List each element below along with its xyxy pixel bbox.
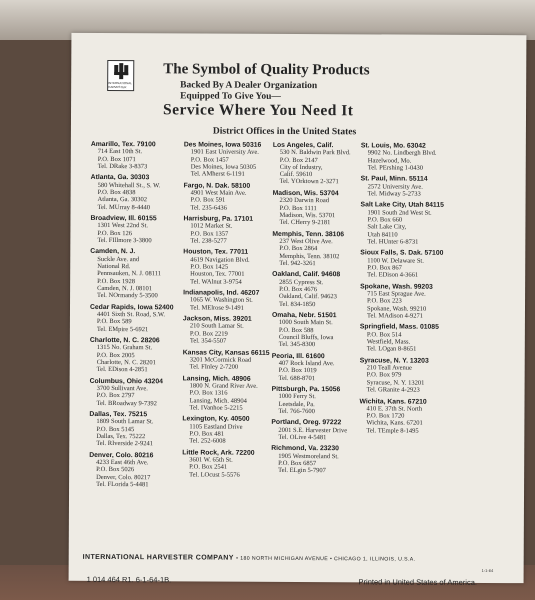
office-address-line: Tel. FInley 2-7200 (189, 363, 239, 371)
office-address-line: P.O. Box 2864 (279, 245, 318, 253)
district-office (90, 248, 174, 300)
district-office (182, 416, 269, 446)
printed-in-usa: Printed in United States of America. (358, 577, 477, 587)
office-address-line: 580 Whitehall St., S. W. (97, 181, 161, 189)
office-address-line: Tel. EMpire 5-6921 (96, 325, 149, 333)
office-address-line: Salt Lake City, (367, 223, 407, 231)
office-address-line: Tel. ELgin 5-7907 (278, 467, 326, 475)
office-address-line: Wichita, Kans. 67201 (366, 419, 423, 428)
office-city: Camden, N. J. (90, 248, 136, 256)
office-address-line: Atlanta, Ga. 30302 (97, 196, 148, 204)
office-city: Memphis, Tenn. 38106 (272, 230, 345, 238)
district-office (90, 337, 174, 374)
office-city: Dallas, Tex. 75215 (89, 411, 148, 419)
office-city: Oakland, Calif. 94608 (272, 271, 341, 279)
logo-text: INTERNATIONAL HARVESTER (108, 81, 132, 90)
catalog-back-cover (69, 33, 527, 587)
district-office (182, 375, 269, 412)
office-column-2 (182, 141, 271, 482)
district-offices-heading: District Offices in the United States (212, 126, 357, 138)
district-office (183, 289, 270, 311)
office-address-line: 2320 Darwin Road (279, 197, 330, 205)
office-address-line: 410 E. 37th St. North (366, 405, 423, 413)
office-address-line: 3601 W. 65th St. (189, 456, 233, 464)
office-address-line: Syracuse, N. Y. 13201 (366, 379, 425, 387)
district-office (272, 312, 350, 349)
office-city: Atlanta, Ga. 30303 (90, 174, 150, 182)
district-office (360, 250, 444, 280)
office-city: Wichita, Kans. 67210 (359, 397, 427, 406)
office-address-line: 530 N. Baldwin Park Blvd. (279, 149, 351, 157)
office-address-line: 210 Teall Avenue (366, 364, 412, 372)
office-address-line: P.O. Box 4838 (97, 188, 136, 197)
office-address-line: 715 East Sprague Ave. (367, 290, 426, 298)
office-address-line: Spokane, Wash. 99210 (366, 305, 427, 313)
office-city: Portland, Oreg. 97222 (271, 419, 342, 427)
office-address-line: 4901 West Main Ave. (190, 189, 247, 197)
office-address-line: P.O. Box 1019 (278, 367, 317, 375)
office-address-line: Council Bluffs, Iowa (278, 333, 334, 342)
office-address-line: Tel. EDison 4-2851 (96, 366, 148, 374)
office-address-line: Tel. WAlnut 3-9754 (190, 278, 242, 286)
office-city: Denver, Colo. 80216 (89, 451, 154, 460)
district-office (184, 141, 271, 178)
office-city: Peoria, Ill. 61600 (271, 352, 325, 360)
office-address-line: P.O. Box 5026 (96, 466, 135, 474)
office-address-line: Tel. CHerry 9-2181 (279, 219, 331, 227)
office-address-line: P.O. Box 979 (366, 371, 402, 379)
office-address-line: 2855 Cypress St. (279, 278, 324, 286)
office-address-line: 1065 W. Washington St. (190, 296, 253, 305)
office-address-line: 3201 McCormick Road (189, 356, 252, 364)
office-address-line: Tel. MUrray 8-4440 (97, 203, 150, 211)
service-headline: Service Where You Need It (162, 101, 354, 120)
district-office (90, 215, 174, 245)
office-address-line: P.O. Box 6857 (278, 459, 317, 468)
office-city: Madison, Wis. 53704 (272, 189, 339, 198)
district-office (183, 316, 270, 346)
office-address-line: Utah 84110 (367, 231, 398, 239)
district-office (90, 304, 174, 334)
office-address-line: Tel. MAdison 4-9271 (366, 312, 424, 320)
office-address-line: Memphis, Tenn. 38102 (279, 252, 340, 260)
office-address-line: Tel. TEmple 8-1495 (366, 427, 419, 435)
office-address-line: Tel. LOcust 5-5576 (189, 470, 240, 479)
district-office (89, 452, 173, 489)
district-office (272, 231, 350, 268)
office-address-line: Des Moines, Iowa 50305 (190, 163, 257, 171)
office-address-line: P.O. Box 2147 (279, 156, 318, 164)
office-city: Springfield, Mass. 01085 (359, 323, 439, 332)
form-number: 1 014 464 R1. 6-1-64-1B. (86, 574, 172, 585)
office-city: Omaha, Nebr. 51501 (271, 311, 337, 320)
office-address-line: Dallas, Tex. 75222 (96, 432, 146, 441)
office-address-line: 1100 W. Delaware St. (367, 257, 424, 265)
office-city: Pittsburgh, Pa. 15056 (271, 385, 341, 394)
office-city: Lexington, Ky. 40500 (182, 415, 250, 424)
district-office (272, 353, 350, 383)
office-address-line: Tel. NOrmandy 5-3500 (97, 292, 158, 300)
office-address-line: 210 South Lamar St. (189, 322, 244, 331)
district-office (271, 419, 349, 441)
office-address-line: 1105 Eastland Drive (189, 423, 243, 431)
office-address-line: P.O. Box 1928 (97, 277, 136, 285)
office-address-line: P.O. Box 223 (367, 297, 402, 305)
office-address-line: P.O. Box 1720 (366, 412, 405, 420)
office-column-3 (271, 142, 351, 479)
office-address-line: Tel. EDison 4-3661 (367, 271, 419, 279)
office-address-line: Pennsauken, N. J. 08111 (97, 270, 161, 278)
office-city: Sioux Falls, S. Dak. 57100 (360, 249, 444, 258)
office-address-line: Tel. 834-1850 (279, 300, 316, 308)
office-address-line: Denver, Colo. 80217 (96, 473, 151, 481)
office-city: Kansas City, Kansas 66115 (182, 348, 270, 357)
district-office (359, 398, 443, 435)
office-address-line: Tel. DRake 3-8373 (97, 162, 148, 171)
office-address-line: Tel. 688-8701 (278, 374, 316, 382)
office-address-line: Tel. LOgan 8-8651 (366, 345, 417, 353)
office-address-line: P.O. Box 4676 (279, 285, 318, 294)
office-address-line: P.O. Box 660 (367, 216, 403, 224)
district-office (91, 141, 175, 171)
office-city: Syracuse, N. Y. 13203 (359, 357, 429, 365)
office-address-line: Tel. 235-6436 (190, 204, 227, 212)
district-office (183, 349, 270, 371)
office-address-line: P.O. Box 2219 (189, 330, 228, 338)
office-address-line: P.O. Box 867 (367, 264, 402, 272)
office-address-line: Tel. MElrose 9-1491 (189, 304, 244, 312)
office-address-line: 2572 University Ave. (367, 183, 423, 191)
office-address-line: 1000 South Main St. (278, 319, 333, 327)
office-address-line: 4233 East 46th Ave. (96, 459, 149, 467)
office-address-line: Tel. Midway 5-2733 (367, 190, 421, 198)
office-address-line: P.O. Box 2541 (189, 463, 228, 471)
office-city: Des Moines, Iowa 50316 (183, 141, 262, 149)
office-address-line: P.O. Box 2797 (96, 392, 135, 400)
office-city: Cedar Rapids, Iowa 52400 (89, 303, 174, 312)
office-address-line: P.O. Box 126 (97, 229, 133, 237)
office-address-line: 1905 Westmoreland St. (278, 452, 339, 460)
office-address-line: 1809 South Lamar St. (96, 418, 154, 426)
office-address-line: 1012 Market St. (190, 222, 233, 231)
office-address-line: 1000 Ferry St. (278, 393, 316, 401)
footer-company-line (83, 554, 416, 563)
office-address-line: Tel. 238-5277 (190, 237, 227, 245)
office-city: Richmond, Va. 23230 (271, 445, 339, 453)
office-address-line: 237 West Olive Ave. (279, 237, 333, 246)
office-address-line: 4619 Navigation Blvd. (190, 256, 250, 264)
office-address-line: Tel. GRanite 4-2923 (366, 386, 420, 394)
office-city: St. Louis, Mo. 63042 (360, 142, 426, 150)
district-office (182, 449, 269, 479)
office-city: Fargo, N. Dak. 58100 (183, 182, 251, 190)
office-address-line: 1901 South 2nd West St. (367, 209, 432, 217)
office-address-line: 4401 Sixth St. Road, S.W. (96, 310, 166, 319)
district-office (91, 174, 175, 211)
office-address-line: Tel. FIllmore 3-3800 (97, 236, 152, 245)
office-city: Jackson, Miss. 39201 (182, 315, 252, 323)
office-address-line: National Rd. (97, 262, 131, 271)
office-address-line: Tel. IVanhoe 5-2215 (189, 404, 243, 412)
district-office (360, 283, 444, 320)
ih-logo (107, 60, 134, 91)
office-address-line: 714 East 10th St. (97, 148, 143, 156)
office-city: Salt Lake City, Utah 84115 (360, 201, 444, 210)
office-address-line: Charlotte, N. C. 28201 (96, 358, 156, 367)
office-column-4 (359, 142, 444, 439)
district-office (273, 142, 351, 186)
office-address-line: Tel. AMherst 6-1191 (190, 170, 245, 178)
subtitle-line-1: Backed By A Dealer Organization (180, 80, 318, 92)
district-office (271, 386, 349, 416)
office-city: Indianapolis, Ind. 46207 (183, 289, 260, 297)
office-address-line: 407 Rock Island Ave. (278, 359, 335, 368)
office-address-line: P.O. Box 591 (190, 196, 226, 204)
office-address-line: P.O. Box 514 (366, 331, 402, 339)
office-city: Houston, Tex. 77011 (183, 248, 249, 257)
office-address-line: 3700 Sullivant Ave. (96, 384, 148, 393)
footnote-code: 1-1-64 (481, 567, 494, 574)
office-address-line: Tel. BRoadway 9-7392 (96, 399, 157, 407)
office-address-line: 1901 East University Ave. (190, 148, 259, 157)
office-address-line: P.O. Box 1111 (279, 204, 317, 212)
office-address-line: Lansing, Mich. 48904 (189, 396, 247, 405)
headline-subtitle (180, 80, 317, 102)
office-city: Lansing, Mich. 48906 (182, 375, 251, 383)
office-address-line: 2001 S.E. Harvester Drive (278, 426, 348, 434)
office-address-line: P.O. Box 1316 (189, 389, 228, 397)
office-address-line: Houston, Tex. 77001 (190, 270, 245, 279)
office-address-line: Camden, N. J. 08101 (97, 284, 153, 293)
district-office (183, 249, 270, 286)
district-office (361, 142, 445, 172)
district-office (271, 445, 349, 475)
office-address-line: Suckle Ave. and (97, 255, 140, 263)
office-address-line: Tel. 354-5507 (189, 337, 227, 345)
district-office (360, 202, 444, 246)
office-city: St. Paul, Minn. 55114 (360, 175, 428, 184)
office-address-line: 1315 No. Graham St. (96, 344, 153, 352)
office-address-line: P.O. Box 589 (96, 318, 132, 326)
office-address-line: P.O. Box 1357 (190, 230, 229, 238)
office-city: Amarillo, Tex. 79100 (90, 140, 156, 149)
office-address-line: Tel. RIverside 2-9241 (96, 440, 154, 448)
office-address-line: Tel. OLive 4-5481 (278, 433, 327, 442)
district-office (361, 176, 444, 198)
office-address-line: Tel. PErshing 1-0430 (367, 164, 424, 172)
office-address-line: P.O. Box 1071 (97, 155, 136, 163)
office-address-line: Tel. 942-3261 (279, 259, 316, 267)
district-office (360, 357, 444, 394)
office-column-1 (89, 141, 174, 493)
office-city: Los Angeles, Calif. (272, 141, 334, 150)
district-office (89, 378, 173, 408)
district-office (89, 411, 173, 448)
district-office (184, 182, 271, 212)
office-city: Charlotte, N. C. 28206 (89, 336, 160, 345)
office-address-line: Tel. YOrktown 2-3271 (279, 178, 339, 186)
office-city: Broadview, Ill. 60155 (90, 214, 157, 223)
office-address-line: 1800 N. Grand River Ave. (189, 382, 258, 390)
office-address-line: Calif. 59610 (279, 171, 313, 179)
office-address-line: Madison, Wis. 53701 (279, 211, 336, 220)
office-address-line: P.O. Box 1425 (190, 263, 229, 271)
office-address-line: Tel. FLorida 5-4481 (96, 480, 149, 489)
district-office (360, 324, 444, 354)
office-address-line: 1301 West 22nd St. (97, 222, 149, 230)
office-address-line: Tel. 345-8300 (278, 341, 316, 349)
office-address-line: 9902 No. Lindbergh Blvd. (367, 149, 437, 158)
office-address-line: Tel. 252-6008 (189, 437, 226, 445)
office-address-line: P.O. Box 588 (278, 326, 314, 334)
district-office (183, 215, 270, 245)
office-address-line: Hazelwood, Mo. (367, 156, 412, 165)
office-address-line: Tel. 766-7600 (278, 407, 315, 416)
subtitle-line-2: Equipped To Give You— (180, 90, 281, 102)
office-address-line: Tel. HUnter 6-8731 (367, 238, 419, 246)
office-city: Harrisburg, Pa. 17101 (183, 215, 253, 223)
company-name: INTERNATIONAL HARVESTER COMPANY (82, 553, 234, 562)
district-office (272, 271, 350, 308)
office-address-line: Westfield, Mass. (366, 338, 411, 346)
company-address: • 180 NORTH MICHIGAN AVENUE • CHICAGO 1, ILLINOIS, U.S.A. (236, 555, 416, 563)
office-city: Little Rock, Ark. 72200 (182, 449, 255, 457)
office-address-line: P.O. Box 5145 (96, 425, 135, 433)
office-address-line: City of Industry, (279, 163, 323, 172)
office-address-line: P.O. Box 1457 (190, 156, 229, 164)
ih-logo-icon (113, 62, 129, 80)
office-address-line: Oakland, Calif. 94623 (279, 293, 337, 301)
headline-title: The Symbol of Quality Products (163, 61, 370, 79)
office-address-line: Leetsdale, Pa. (278, 400, 315, 408)
office-address-line: P.O. Box 481 (189, 430, 225, 438)
office-city: Columbus, Ohio 43204 (89, 377, 163, 386)
district-office (272, 190, 350, 227)
office-city: Spokane, Wash. 99203 (360, 283, 433, 291)
office-address-line: P.O. Box 2005 (96, 351, 135, 359)
